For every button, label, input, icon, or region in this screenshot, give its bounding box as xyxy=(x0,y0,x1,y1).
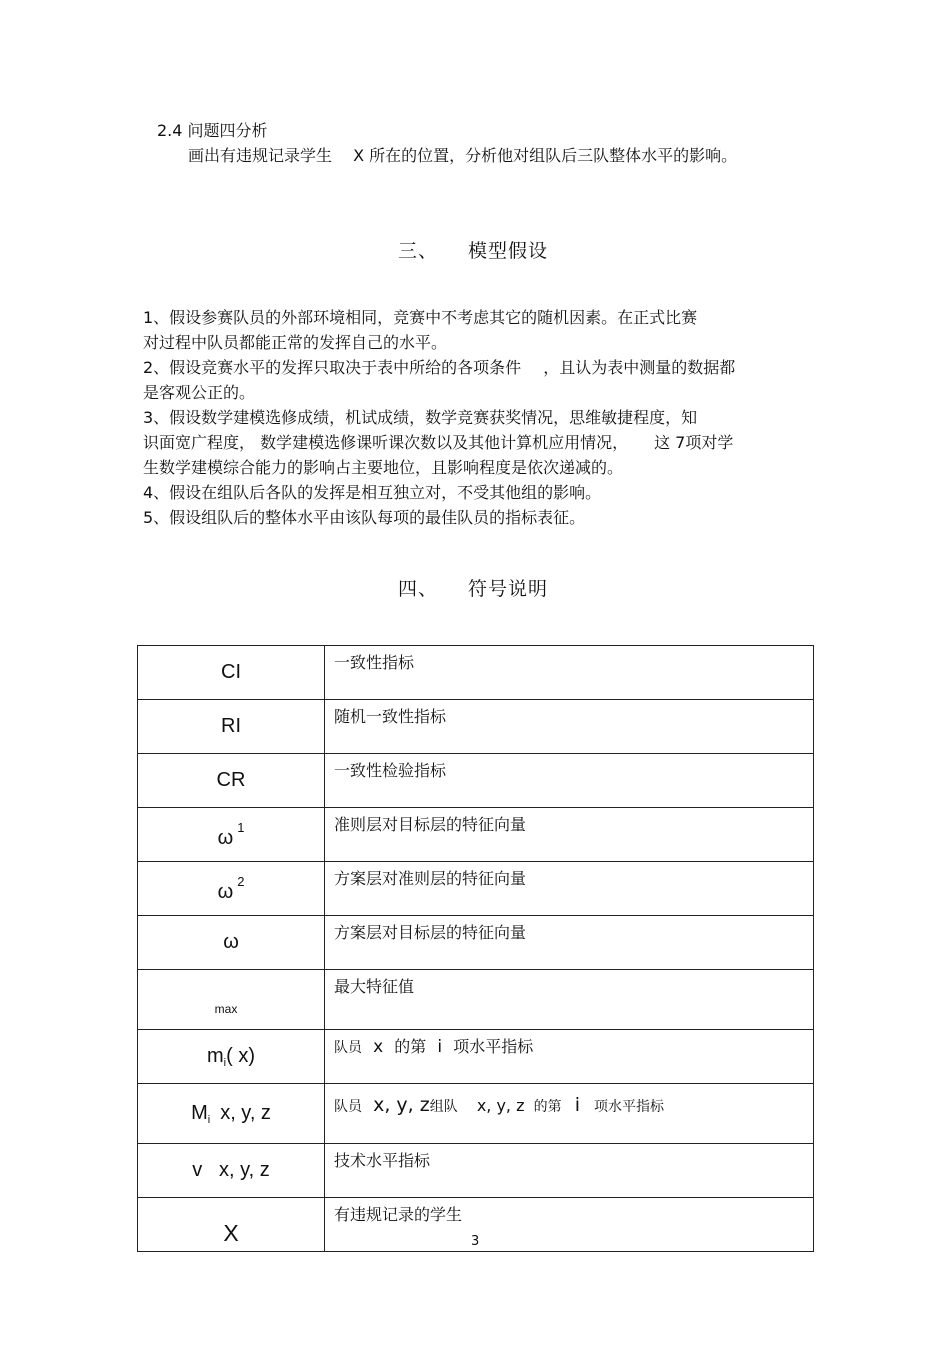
description-cell: 随机一致性指标 xyxy=(325,700,814,754)
heading-symbol-description xyxy=(398,574,548,601)
table-row xyxy=(138,916,814,970)
symbol-cell xyxy=(138,1084,325,1144)
description-cell: 方案层对目标层的特征向量 xyxy=(325,916,814,970)
assumption-3-line-3: 生数学建模综合能力的影响占主要地位，且影响程度是依次递减的。 xyxy=(143,458,624,477)
table-row xyxy=(138,1144,814,1198)
symbols-table xyxy=(137,645,814,1252)
assumption-1-line-1: 1、假设参赛队员的外部环境相同，竞赛中不考虑其它的随机因素。在正式比赛 xyxy=(143,308,698,327)
symbol-cell: v x, y, z xyxy=(138,1144,325,1198)
symbol-cell: ω xyxy=(138,916,325,970)
symbol-cell xyxy=(138,808,325,862)
symbol-superscript: 1 xyxy=(237,819,245,835)
symbol-cell xyxy=(138,970,325,1030)
assumption-5: 5、假设组队后的整体水平由该队每项的最佳队员的指标表征。 xyxy=(143,508,586,527)
heading-number: 三、 xyxy=(398,240,439,262)
table-row xyxy=(138,970,814,1030)
table-row xyxy=(138,808,814,862)
assumption-4: 4、假设在组队后各队的发挥是相互独立对，不受其他组的影响。 xyxy=(143,483,602,502)
description-cell: 队员 x, y, z组队 x, y, z 的第 i 项水平指标 xyxy=(325,1084,814,1144)
section-heading xyxy=(157,118,268,143)
body-variable: X xyxy=(353,146,365,165)
section-body xyxy=(188,143,737,168)
symbol-cell: CR xyxy=(138,754,325,808)
description-cell: 队员 x 的第 i 项水平指标 xyxy=(325,1030,814,1084)
body-text-2: 所在的位置，分析他对组队后三队整体水平的影响。 xyxy=(369,146,738,165)
table-row xyxy=(138,1084,814,1144)
description-cell: 有违规记录的学生 xyxy=(325,1198,814,1252)
table-row xyxy=(138,1030,814,1084)
assumption-2-line-2: 是客观公正的。 xyxy=(143,383,256,402)
heading-title: 符号说明 xyxy=(468,578,549,600)
heading-model-assumptions xyxy=(398,236,548,263)
symbol-max-subscript: max xyxy=(214,1002,238,1016)
description-cell: 技术水平指标 xyxy=(325,1144,814,1198)
table-row xyxy=(138,646,814,700)
table-row xyxy=(138,700,814,754)
symbol-subscript: i xyxy=(223,1056,227,1069)
symbol-cell: X xyxy=(138,1198,325,1252)
symbol-argument: ( x) xyxy=(226,1044,255,1067)
symbol-omega: ω xyxy=(217,880,234,903)
section-title: 问题四分析 xyxy=(187,121,268,140)
page-number: 3 xyxy=(471,1234,480,1249)
description-cell: 方案层对准则层的特征向量 xyxy=(325,862,814,916)
symbol-cell xyxy=(138,862,325,916)
symbol-cell xyxy=(138,1030,325,1084)
symbol-cell: RI xyxy=(138,700,325,754)
heading-number: 四、 xyxy=(398,578,439,600)
assumptions-list xyxy=(143,305,823,530)
assumption-1-line-2: 对过程中队员都能正常的发挥自己的水平。 xyxy=(143,333,448,352)
symbol-main: M xyxy=(191,1101,208,1124)
table-row xyxy=(138,754,814,808)
description-cell: 一致性指标 xyxy=(325,646,814,700)
symbol-cell: CI xyxy=(138,646,325,700)
assumption-2-line-1: 2、假设竞赛水平的发挥只取决于表中所给的各项条件 ，且认为表中测量的数据都 xyxy=(143,358,736,377)
heading-title: 模型假设 xyxy=(468,240,549,262)
section-number: 2.4 xyxy=(157,121,183,140)
description-cell: 一致性检验指标 xyxy=(325,754,814,808)
body-text-1: 画出有违规记录学生 xyxy=(188,146,333,165)
symbol-subscript: i xyxy=(207,1113,211,1126)
description-cell: 最大特征值 xyxy=(325,970,814,1030)
symbol-argument: x, y, z xyxy=(220,1101,271,1124)
description-cell: 准则层对目标层的特征向量 xyxy=(325,808,814,862)
symbol-omega: ω xyxy=(217,826,234,849)
symbol-superscript: 2 xyxy=(237,873,245,889)
assumption-3-line-2: 识面宽广程度， 数学建模选修课听课次数以及其他计算机应用情况， 这 7项对学 xyxy=(143,433,734,452)
assumption-3-line-1: 3、假设数学建模选修成绩，机试成绩，数学竞赛获奖情况，思维敏捷程度，知 xyxy=(143,408,698,427)
symbol-main: m xyxy=(206,1044,224,1067)
table-row xyxy=(138,862,814,916)
